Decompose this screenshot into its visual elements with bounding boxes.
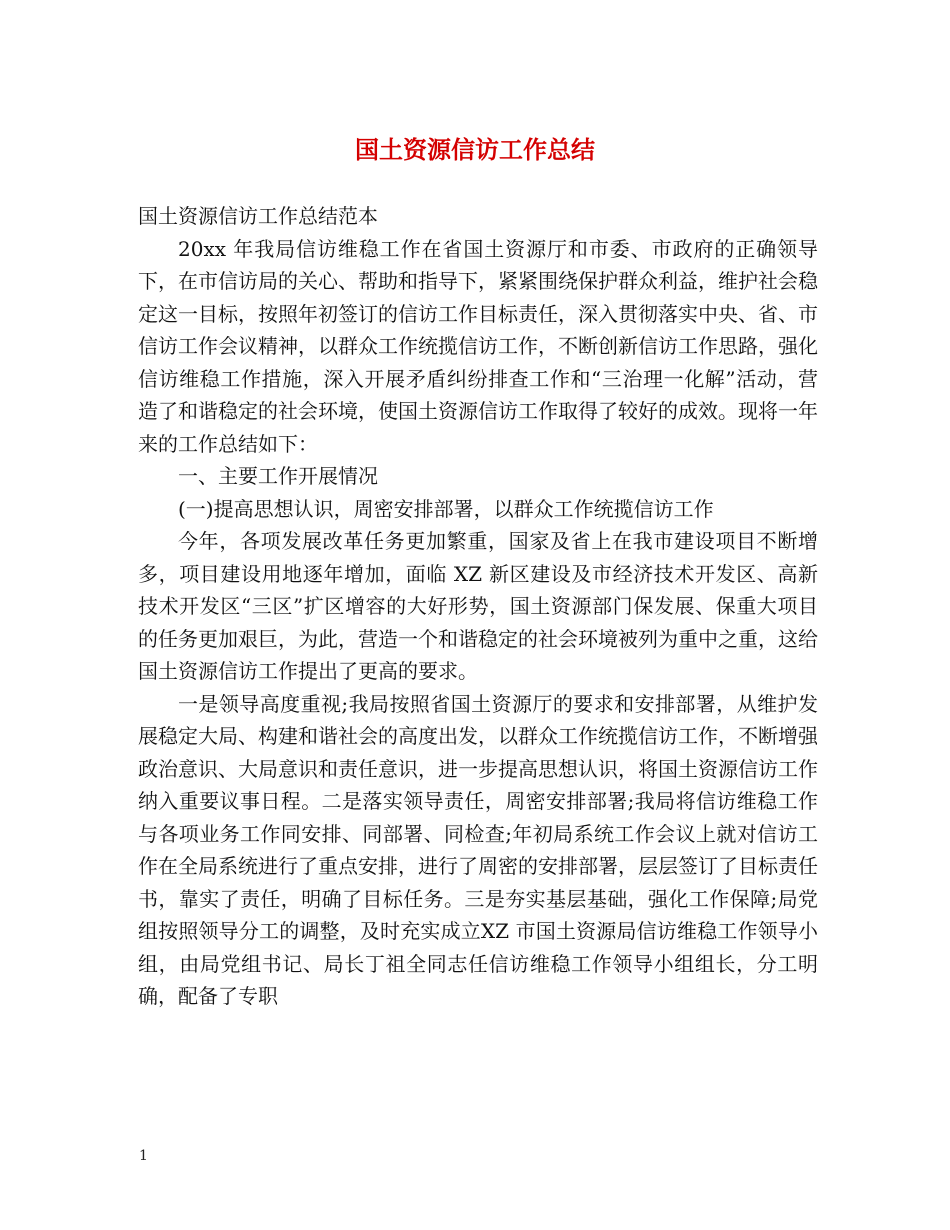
subsection-heading: (一)提高思想认识，周密安排部署，以群众工作统揽信访工作 <box>178 496 714 521</box>
section-heading: 一、主要工作开展情况 <box>178 464 378 488</box>
paragraph: 今年，各项发展改革任务更加繁重，国家及省上在我市建设项目不断增多，项目建设用地逐年增加，面临 XZ 新区建设及市经济技术开发区、高新技术开发区“三区”扩区增容的大好形势，国土资源部门保发展、保重大项目的任务更加艰巨，为此，营造一个和谐稳定的社会环境被列为重中之重，这给国土资源信访工作提出了更高的要求。 <box>138 529 818 683</box>
document-subtitle: 国土资源信访工作总结范本 <box>138 204 378 228</box>
paragraph: 20xx 年我局信访维稳工作在省国土资源厅和市委、市政府的正确领导下，在市信访局的关心、帮助和指导下，紧紧围绕保护群众利益，维护社会稳定这一目标，按照年初签订的信访工作目标责任，深入贯彻落实中央、省、市信访工作会议精神，以群众工作统揽信访工作，不断创新信访工作思路，强化信访维稳工作措施，深入开展矛盾纠纷排查工作和“三治理一化解”活动，营造了和谐稳定的社会环境，使国土资源信访工作取得了较好的成效。现将一年来的工作总结如下： <box>138 236 818 456</box>
page-number: 1 <box>139 1148 148 1164</box>
paragraph: 一是领导高度重视;我局按照省国土资源厅的要求和安排部署，从维护发展稳定大局、构建和谐社会的高度出发，以群众工作统揽信访工作，不断增强政治意识、大局意识和责任意识，进一步提高思想认识，将国土资源信访工作纳入重要议事日程。二是落实领导责任，周密安排部署;我局将信访维稳工作与各项业务工作同安排、同部署、同检查;年初局系统工作会议上就对信访工作在全局系统进行了重点安排，进行了周密的安排部署，层层签订了目标责任书，靠实了责任，明确了目标任务。三是夯实基层基础，强化工作保障;局党组按照领导分工的调整，及时充实成立XZ 市国土资源局信访维稳工作领导小组，由局党组书记、局长丁祖全同志任信访维稳工作领导小组组长，分工明确，配备了专职 <box>138 691 818 1008</box>
document-body <box>138 200 818 1013</box>
document-title: 国土资源信访工作总结 <box>355 135 595 164</box>
